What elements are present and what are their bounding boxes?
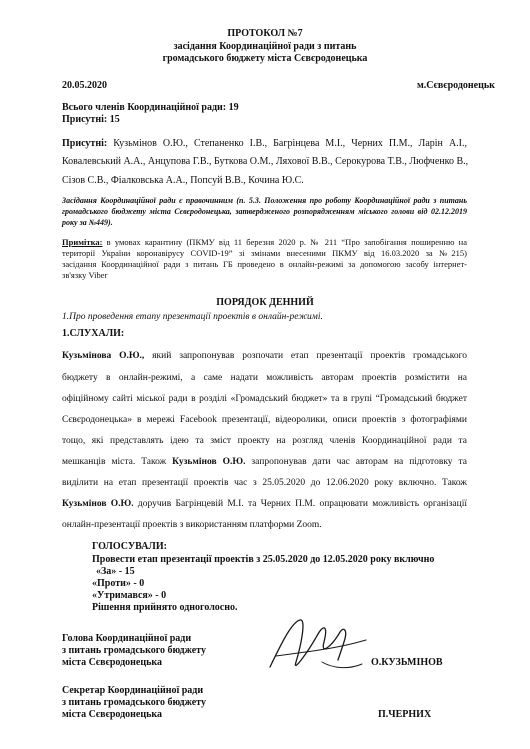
heard-line8 xyxy=(62,499,467,510)
remark-line2: території України коронавірусу COVID-19” зі змінами внесеними ПКМУ від 16.03.2020 за №215) xyxy=(62,248,467,258)
vote-result: Рішення прийнято одноголосно. xyxy=(92,602,238,613)
heard-line5: тощо, які представлять ідею та зміст проекту на розгляд членів Координаційної ради та xyxy=(62,436,467,446)
attendees-line2: Ковалевський А.А., Анцупова Г.В., Буткова О.М., Ляхової В.В., Серокурова Т.В., Люфченко В., xyxy=(62,156,469,167)
vote-abstained: «Утримався» - 0 xyxy=(92,590,167,601)
members-present: Присутні: 15 xyxy=(62,114,120,125)
attendees-label: Присутні: xyxy=(62,138,108,149)
vote-against: «Проти» - 0 xyxy=(92,578,145,589)
heard-line6 xyxy=(62,457,467,468)
speaker-name-1: Кузьмінова О.Ю., xyxy=(62,351,145,361)
meeting-date: 20.05.2020 xyxy=(62,80,107,91)
members-total: Всього членів Координаційної ради: 19 xyxy=(62,102,239,113)
secretary-title-line3: міста Сєвєродонецька xyxy=(62,709,163,720)
heard-text-8b: доручив Багрінцевій М.І. та Черних П.М. опрацювати можливість організації xyxy=(133,499,467,509)
chair-name: О.КУЗЬМІНОВ xyxy=(371,657,443,668)
protocol-subtitle-line2: громадського бюджету міста Сєвєродонецька xyxy=(162,53,368,64)
heard-text-1: який запропонував розпочати етап презентації проектів громадського xyxy=(144,351,467,361)
agenda-item-1: 1.Про проведення етапу презентації проектів в онлайн-режимі. xyxy=(62,312,323,322)
attendees-line3: Сізов С.В., Фіалковська А.А., Попсуй В.В., Кочина Ю.С. xyxy=(62,175,304,186)
attendees-text-1: Кузьмінов О.Ю., Степаненко І.В., Багрінцева М.І., Черних П.М., Ларін А.І., xyxy=(113,138,467,149)
chair-title-line1: Голова Координаційної ради xyxy=(62,633,192,644)
secretary-name: П.ЧЕРНИХ xyxy=(378,709,432,720)
quorum-note-line1: Засідання Координаційної ради є правочинним (п. 5.3. Положення про роботу Координаційної ради з питань xyxy=(62,196,467,205)
heard-line9: онлайн-презентації проектів з використанням платформи Zoom. xyxy=(62,520,322,530)
remark-line4: зв'язку Viber xyxy=(62,270,108,280)
quorum-note-line2: громадського бюджету міста Сєвєродонецька, затвердженого розпорядженням міського голови від 02.12.2019 xyxy=(62,207,467,216)
remark-text-1: в умовах карантину (ПКМУ від 11 березня 2020 р. № 211 “Про запобігання поширенню на xyxy=(102,237,467,247)
remark-line3: засідання Координаційної ради з питань ГБ проведено в онлайн-режимі за допомогою засобу інтернет- xyxy=(62,259,467,269)
handwritten-signature xyxy=(262,612,382,682)
protocol-subtitle-line1: засідання Координаційної ради з питань xyxy=(173,41,357,52)
voting-title: ГОЛОСУВАЛИ: xyxy=(92,541,167,552)
heard-title: 1.СЛУХАЛИ: xyxy=(62,328,125,339)
chair-title-line3: міста Сєвєродонецька xyxy=(62,657,163,668)
remark-label: Примітка: xyxy=(62,237,103,247)
protocol-title: ПРОТОКОЛ №7 xyxy=(227,28,303,39)
heard-line7: виділити на етап презентації проектів час з 25.05.2020 до 12.06.2020 року включно. Також xyxy=(62,478,467,488)
chair-title-line2: з питань громадського бюджету xyxy=(62,645,206,656)
heard-line3: офіційному сайті міської ради в розділі «Громадський бюджет» та в групі “Громадський бюджет xyxy=(62,394,467,404)
agenda-title: ПОРЯДОК ДЕННИЙ xyxy=(216,297,314,308)
vote-for: «За» - 15 xyxy=(96,566,135,577)
secretary-title-line2: з питань громадського бюджету xyxy=(62,697,206,708)
secretary-title-line1: Секретар Координаційної ради xyxy=(62,685,204,696)
heard-line4: Сєвєродонецька» в мережі Facebook презентації, відеоролики, описи проектів з фотографіями xyxy=(62,415,467,425)
speaker-name-3: Кузьмінов О.Ю. xyxy=(62,499,134,509)
remark-line1 xyxy=(62,237,467,247)
voting-decision: Провести етап презентації проектів з 25.05.2020 до 12.05.2020 року включно xyxy=(92,554,435,565)
meeting-city: м.Сєвєродонецьк xyxy=(417,80,495,91)
heard-text-6a: мешканців міста. Також xyxy=(62,457,173,467)
heard-line1 xyxy=(62,351,467,362)
heard-text-6b: запропонував дати час авторам на підготовку та xyxy=(245,457,468,467)
speaker-name-2: Кузьмінов О.Ю. xyxy=(172,457,246,467)
attendees-line1 xyxy=(62,138,467,150)
heard-line2: бюджету в онлайн-режимі, а саме надати можливість авторам проектів розмістити на xyxy=(62,373,467,383)
quorum-note-line3: року за №449). xyxy=(62,218,113,227)
